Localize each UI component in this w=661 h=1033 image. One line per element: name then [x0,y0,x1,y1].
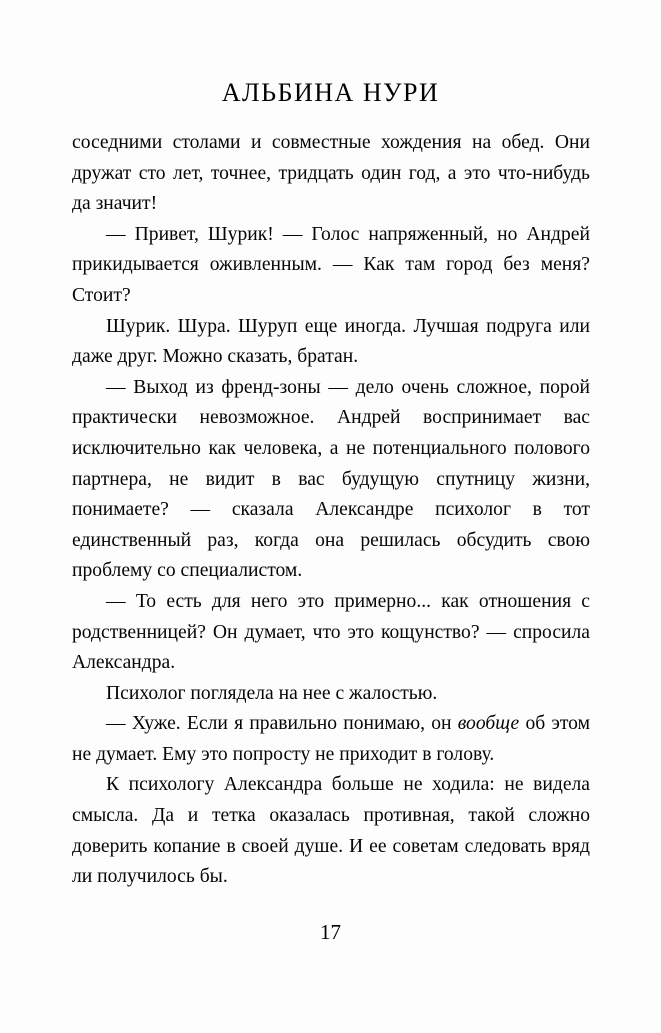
body-paragraph [72,220,590,312]
page-body-text [72,128,590,893]
text-run: — Хуже. Если я правильно понимаю, он [106,713,458,735]
text-run: об этом не думает. Ему это попросту не приходит в голову. [72,713,590,765]
text-run: Психолог поглядела на нее с жалостью. [106,682,438,704]
body-paragraph [72,373,590,587]
body-paragraph [72,312,590,373]
text-run: соседними столами и совместные хождения на обед. Они дружат сто лет, точнее, тридцать один год, а это что-нибудь да значит! [72,132,590,215]
body-paragraph [72,587,590,679]
body-paragraph [72,679,590,710]
body-paragraph [72,128,590,220]
text-run: — Привет, Шурик! — Голос напряженный, но Андрей прикидывается оживленным. — Как там город без меня? Стоит? [72,223,590,306]
running-head-author: АЛЬБИНА НУРИ [221,78,440,107]
text-run: — Выход из френд-зоны — дело очень сложное, порой практически невозможное. Андрей воспринимает вас исключительно как человека, а не потенциального полового партнера, не видит в вас будущую спутницу жизни, понимаете? — сказала Александре психолог в тот единственный раз, когда она решилась обсудить свою проблему со специалистом. [72,376,590,582]
page-number: 17 [320,920,341,944]
body-paragraph [72,770,590,892]
emphasis-text: вообще [457,713,520,735]
text-run: К психологу Александра больше не ходила: не видела смысла. Да и тетка оказалась противная, такой сложно доверить копание в своей душе. И ее советам следовать вряд ли получилось бы. [72,774,590,888]
text-run: Шурик. Шура. Шуруп еще иногда. Лучшая подруга или даже друг. Можно сказать, братан. [72,315,590,368]
text-run: — То есть для него это примерно... как отношения с родственницей? Он думает, что это кощунство? — спросила Александра. [72,590,590,674]
body-paragraph [72,709,590,770]
